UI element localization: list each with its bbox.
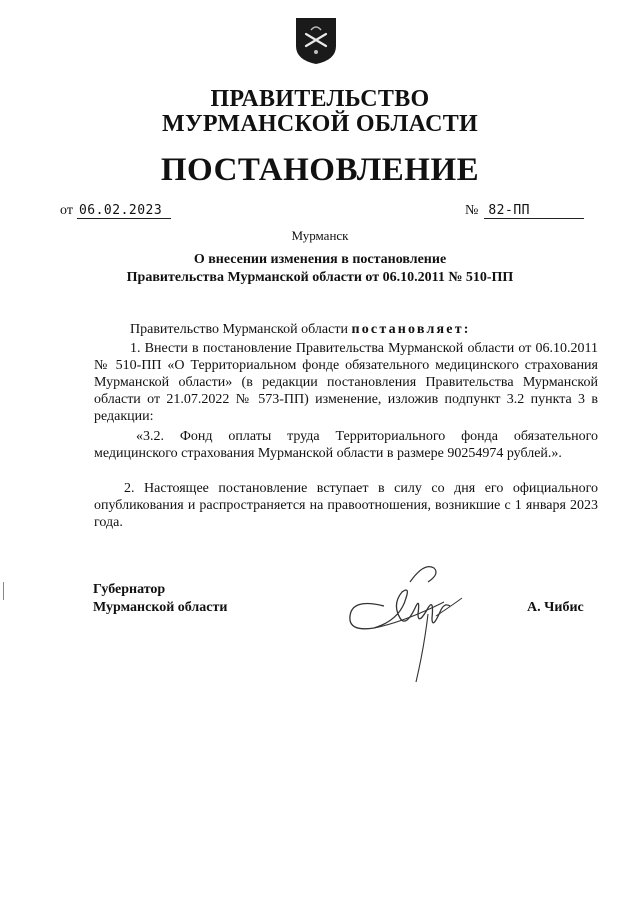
item-2-paragraph: 2. Настоящее постановление вступает в силу со дня его официального опубликования и распространяется на правоотношения, возникшие с 1 января 2023 года. — [94, 481, 598, 530]
scan-margin-mark — [3, 582, 4, 600]
signer-title-line2: Мурманской области — [93, 600, 228, 615]
subject-line1: О внесении изменения в постановление — [193, 252, 447, 267]
document-type-title: ПОСТАНОВЛЕНИЕ — [160, 152, 480, 188]
subject-line2: Правительства Мурманской области от 06.10.2011 № 510-ПП — [126, 270, 514, 285]
item-1-paragraph: 1. Внести в постановление Правительства Мурманской области от 06.10.2011 № 510-ПП «О Территориальном фонде обязательного медицинского страхования Мурманской области» (в редакции постановления Правительства Мурманской области от 21.07.2022 № 573-ПП) изменение, изложив подпункт 3.2 пункта 3 в редакции: — [94, 341, 598, 424]
org-name-line1: ПРАВИТЕЛЬСТВО — [210, 86, 430, 112]
number-value: 82-ПП — [484, 203, 584, 219]
city-name: Мурманск — [291, 228, 349, 243]
date-label: от — [60, 203, 73, 218]
quoted-amendment: «3.2. Фонд оплаты труда Территориального фонда обязательного медицинского страхования Мурманской области в размере 90254974 рублей.». — [94, 429, 598, 461]
preamble-text: Правительство Мурманской области — [130, 322, 348, 337]
date-value: 06.02.2023 — [77, 203, 171, 219]
signer-title-line1: Губернатор — [93, 582, 166, 597]
preamble — [130, 322, 471, 338]
signer-name: А. Чибис — [527, 600, 584, 615]
number-field — [465, 203, 584, 219]
handwritten-signature — [344, 558, 484, 688]
date-field — [60, 203, 171, 219]
number-label: № — [465, 203, 479, 218]
org-name-line2: МУРМАНСКОЙ ОБЛАСТИ — [162, 111, 478, 137]
coat-of-arms-emblem — [294, 16, 338, 66]
preamble-action: постановляет: — [351, 322, 471, 337]
